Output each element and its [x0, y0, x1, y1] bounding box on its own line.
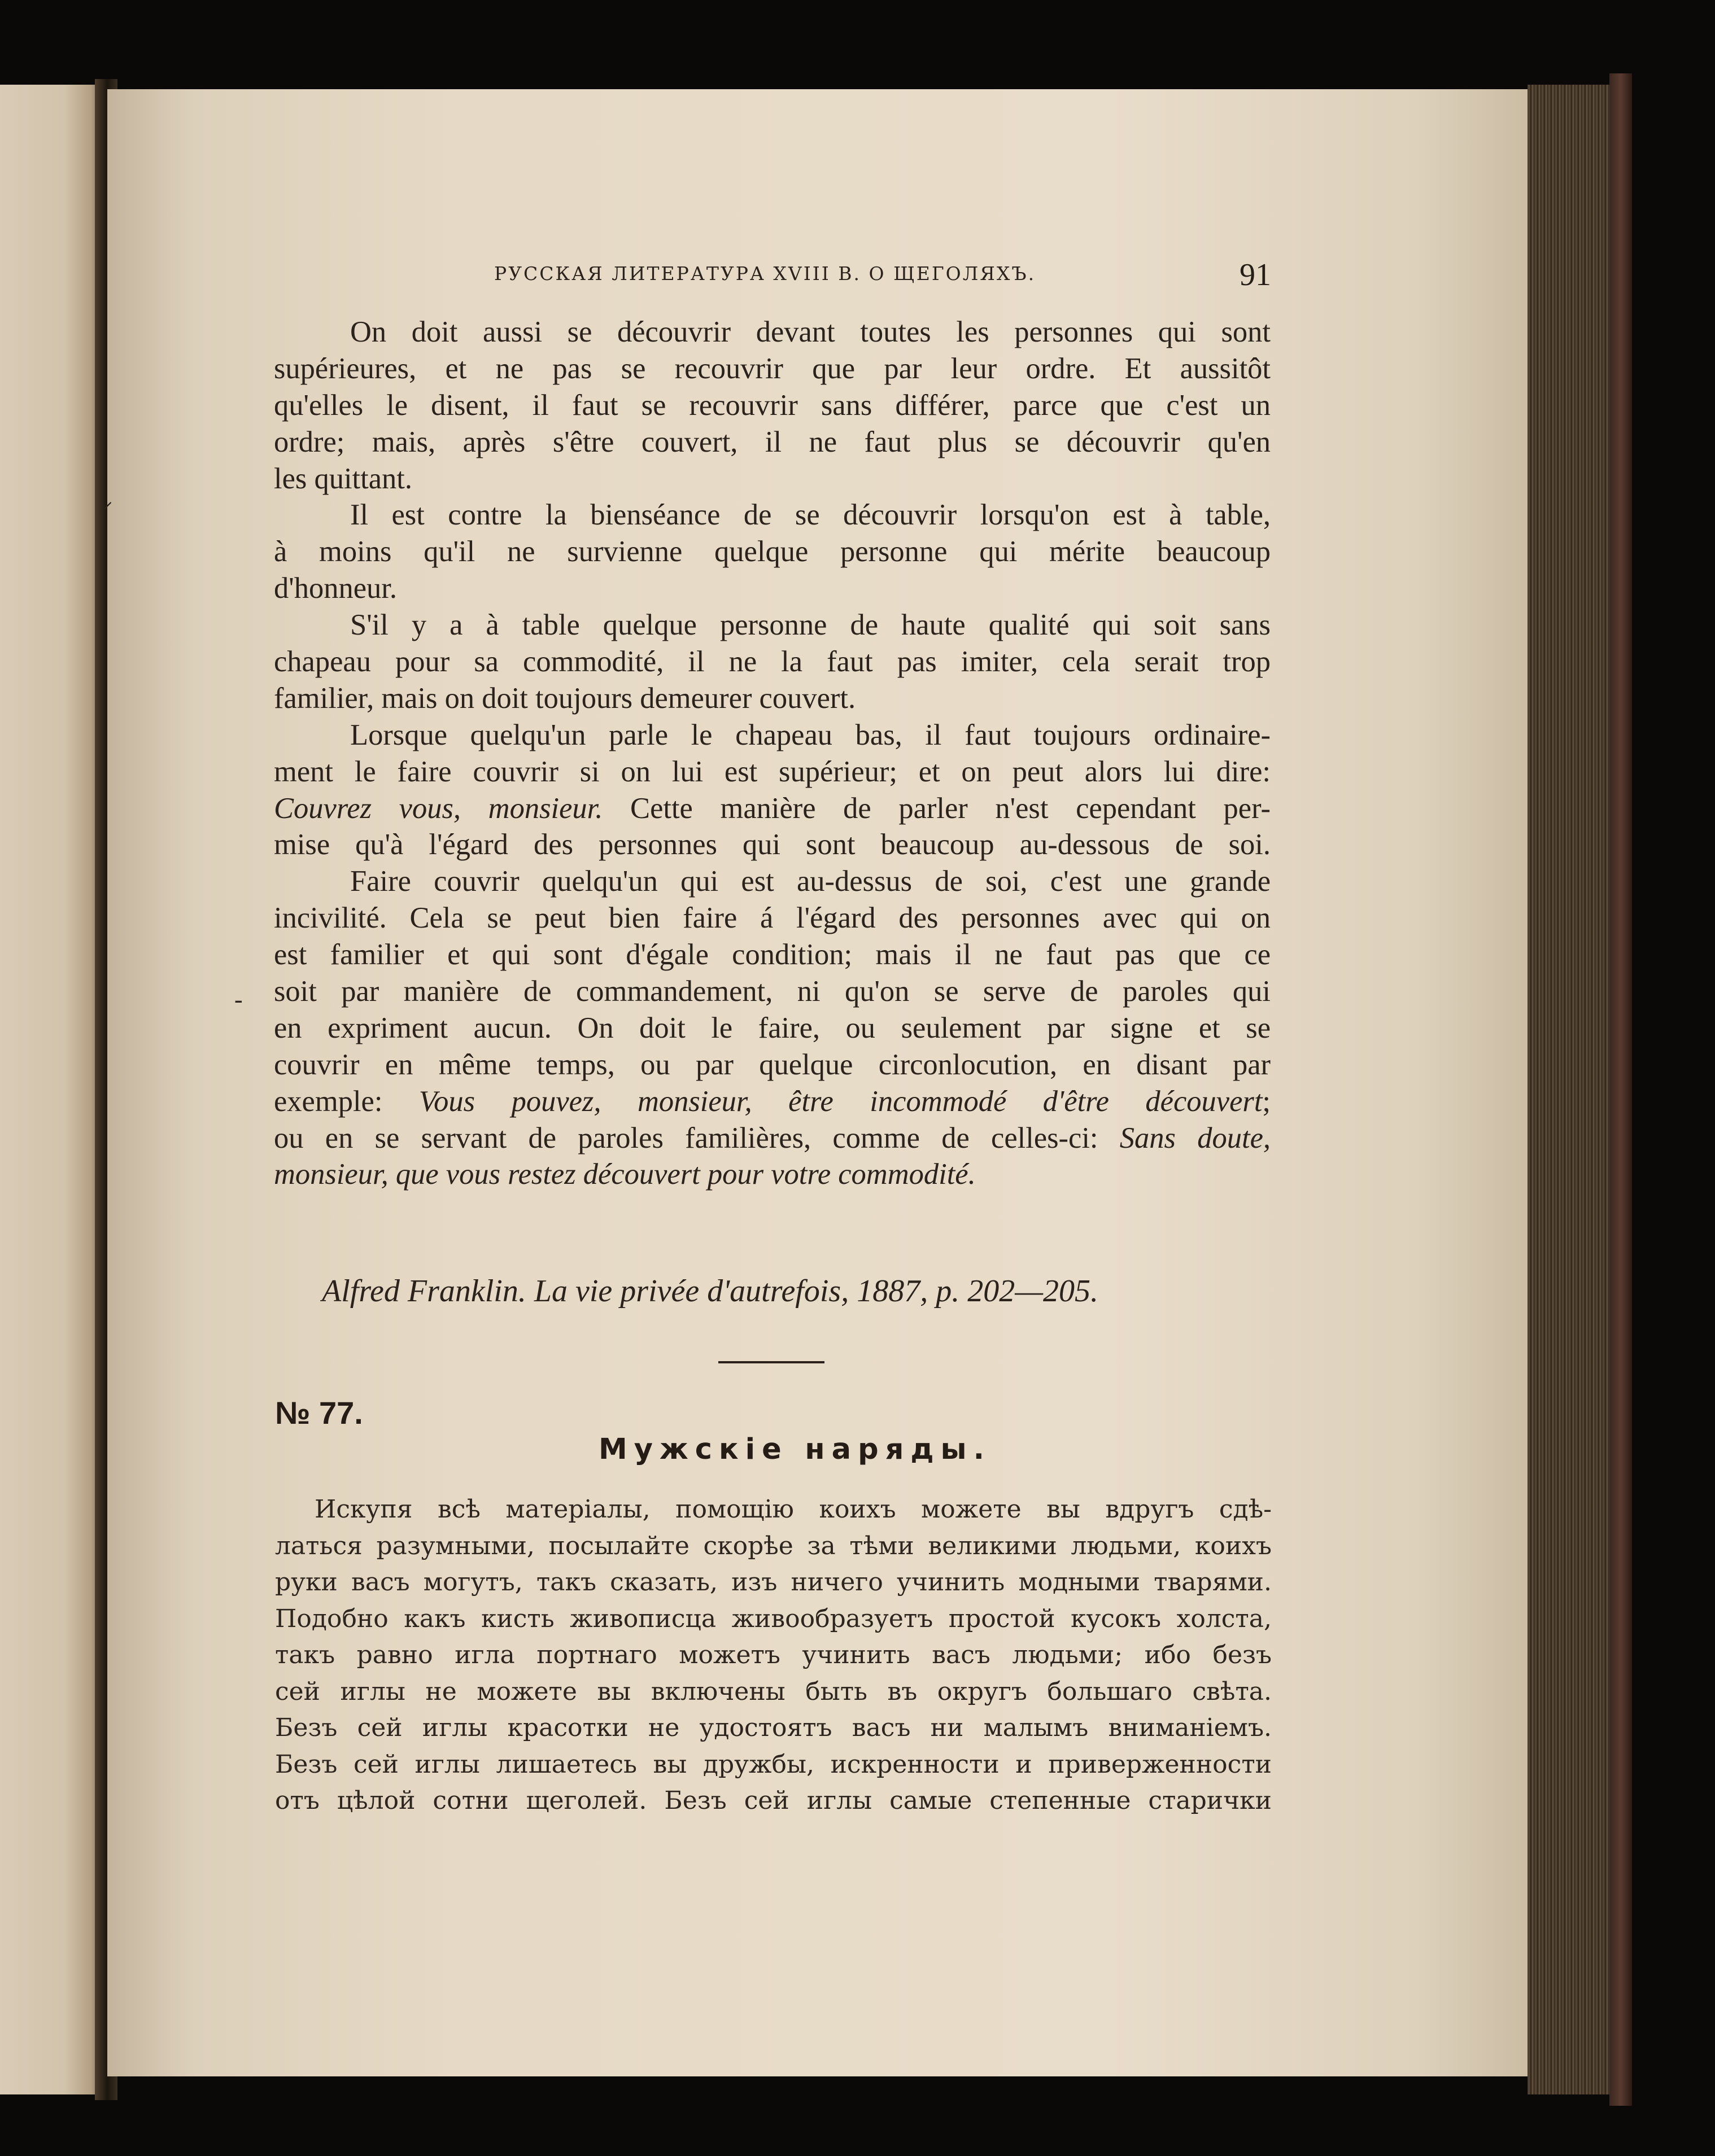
text-line: à moins qu'il ne survienne quelque personne qui mérite beaucoup — [274, 535, 1271, 568]
text-line: Безъ сей иглы лишаетесь вы дружбы, искренности и приверженности — [275, 1750, 1272, 1779]
text-line: ordre; mais, après s'être couvert, il ne faut plus se découvrir qu'en — [274, 425, 1271, 458]
source-citation: Alfred Franklin. La vie privée d'autrefois, 1887, p. 202—205. — [322, 1274, 1099, 1309]
italic-phrase: Vous pouvez, monsieur, être incommodé d'être découvert — [418, 1084, 1263, 1118]
text-line: Faire couvrir quelqu'un qui est au-dessus de soi, c'est une grande — [350, 865, 1271, 898]
text-line: chapeau pour sa commodité, il ne la faut pas imiter, cela serait trop — [274, 645, 1271, 679]
italic-phrase: Couvrez vous, monsieur. — [274, 791, 603, 825]
text-line: soit par manière de commandement, ni qu'on se serve de paroles qui — [274, 975, 1271, 1008]
book-cover-edge — [1609, 73, 1632, 2106]
section-heading: Мужскiе наряды. — [599, 1433, 992, 1466]
text-run: exemple: — [274, 1084, 383, 1118]
russian-passage — [275, 1492, 1272, 1820]
italic-phrase: Sans doute, — [1119, 1121, 1271, 1154]
text-line: S'il y a à table quelque personne de haute qualité qui soit sans — [350, 609, 1271, 642]
text-run: ; — [1262, 1084, 1271, 1118]
text-run: Cette manière de parler n'est cependant per- — [630, 791, 1271, 825]
running-head: РУССКАЯ ЛИТЕРАТУРА XVIII В. О ЩЕГОЛЯХЪ. — [494, 263, 1036, 285]
text-line: qu'elles le disent, il faut se recouvrir sans différer, parce que c'est un — [274, 388, 1271, 422]
text-line: mise qu'à l'égard des personnes qui sont beaucoup au-dessous de soi. — [274, 828, 1271, 861]
text-line: couvrir en même temps, ou par quelque circonlocution, en disant par — [274, 1048, 1271, 1081]
french-passage — [274, 314, 1271, 1193]
text-line: Lorsque quelqu'un parle le chapeau bas, il faut toujours ordinaire- — [350, 718, 1271, 751]
text-line: est familier et qui sont d'égale condition; mais il ne faut pas que ce — [274, 938, 1271, 972]
text-line: Il est contre la bienséance de se découvrir lorsqu'on est à table, — [350, 498, 1271, 532]
text-line — [274, 1083, 1271, 1120]
page-stack-edges — [1528, 85, 1618, 2094]
text-line — [274, 790, 1271, 827]
text-run: ou en se servant de paroles familières, comme de celles-ci: — [274, 1121, 1098, 1154]
italic-phrase: monsieur, que vous restez découvert pour votre commodité. — [274, 1158, 976, 1191]
text-line: d'honneur. — [274, 572, 397, 605]
page-number: 91 — [1240, 257, 1271, 292]
document-number: № 77. — [275, 1395, 363, 1431]
section-divider — [718, 1361, 824, 1363]
text-line: ment le faire couvrir si on lui est supérieur; et on peut alors lui dire: — [274, 755, 1271, 788]
margin-mark: - — [234, 986, 243, 1013]
text-line: отъ цѣлой сотни щеголей. Безъ сей иглы самые степенные старички — [275, 1786, 1272, 1815]
text-line: familier, mais on doit toujours demeurer couvert. — [274, 681, 856, 715]
text-line: les quittant. — [274, 462, 412, 495]
text-line: Безъ сей иглы красотки не удостоятъ васъ ни малымъ вниманiемъ. — [275, 1713, 1272, 1742]
text-line: en expriment aucun. On doit le faire, ou seulement par signe et se — [274, 1011, 1271, 1044]
text-line — [274, 1156, 1271, 1193]
text-line: incivilité. Cela se peut bien faire á l'égard des personnes avec qui on — [274, 902, 1271, 935]
margin-mark: ⸝ — [101, 487, 113, 515]
text-line: сей иглы не можете вы включены быть въ округъ большаго свѣта. — [275, 1677, 1272, 1706]
text-line: руки васъ могутъ, такъ сказать, изъ ничего учинить модными тварями. — [275, 1568, 1272, 1597]
left-page-edge — [0, 85, 107, 2094]
text-line: Искупя всѣ матерiалы, помощiю коихъ можете вы вдругъ сдѣ- — [315, 1495, 1272, 1524]
text-line: Подобно какъ кисть живописца живообразуетъ простой кусокъ холста, — [275, 1604, 1272, 1633]
text-line — [274, 1120, 1271, 1157]
text-line: латься разумными, посылайте скорѣе за тѣми великими людьми, коихъ — [275, 1531, 1272, 1560]
text-line: такъ равно игла портнаго можетъ учинить васъ людьми; ибо безъ — [275, 1641, 1272, 1669]
text-line: supérieures, et ne pas se recouvrir que par leur ordre. Et aussitôt — [274, 352, 1271, 385]
text-line: On doit aussi se découvrir devant toutes les personnes qui sont — [350, 316, 1271, 348]
